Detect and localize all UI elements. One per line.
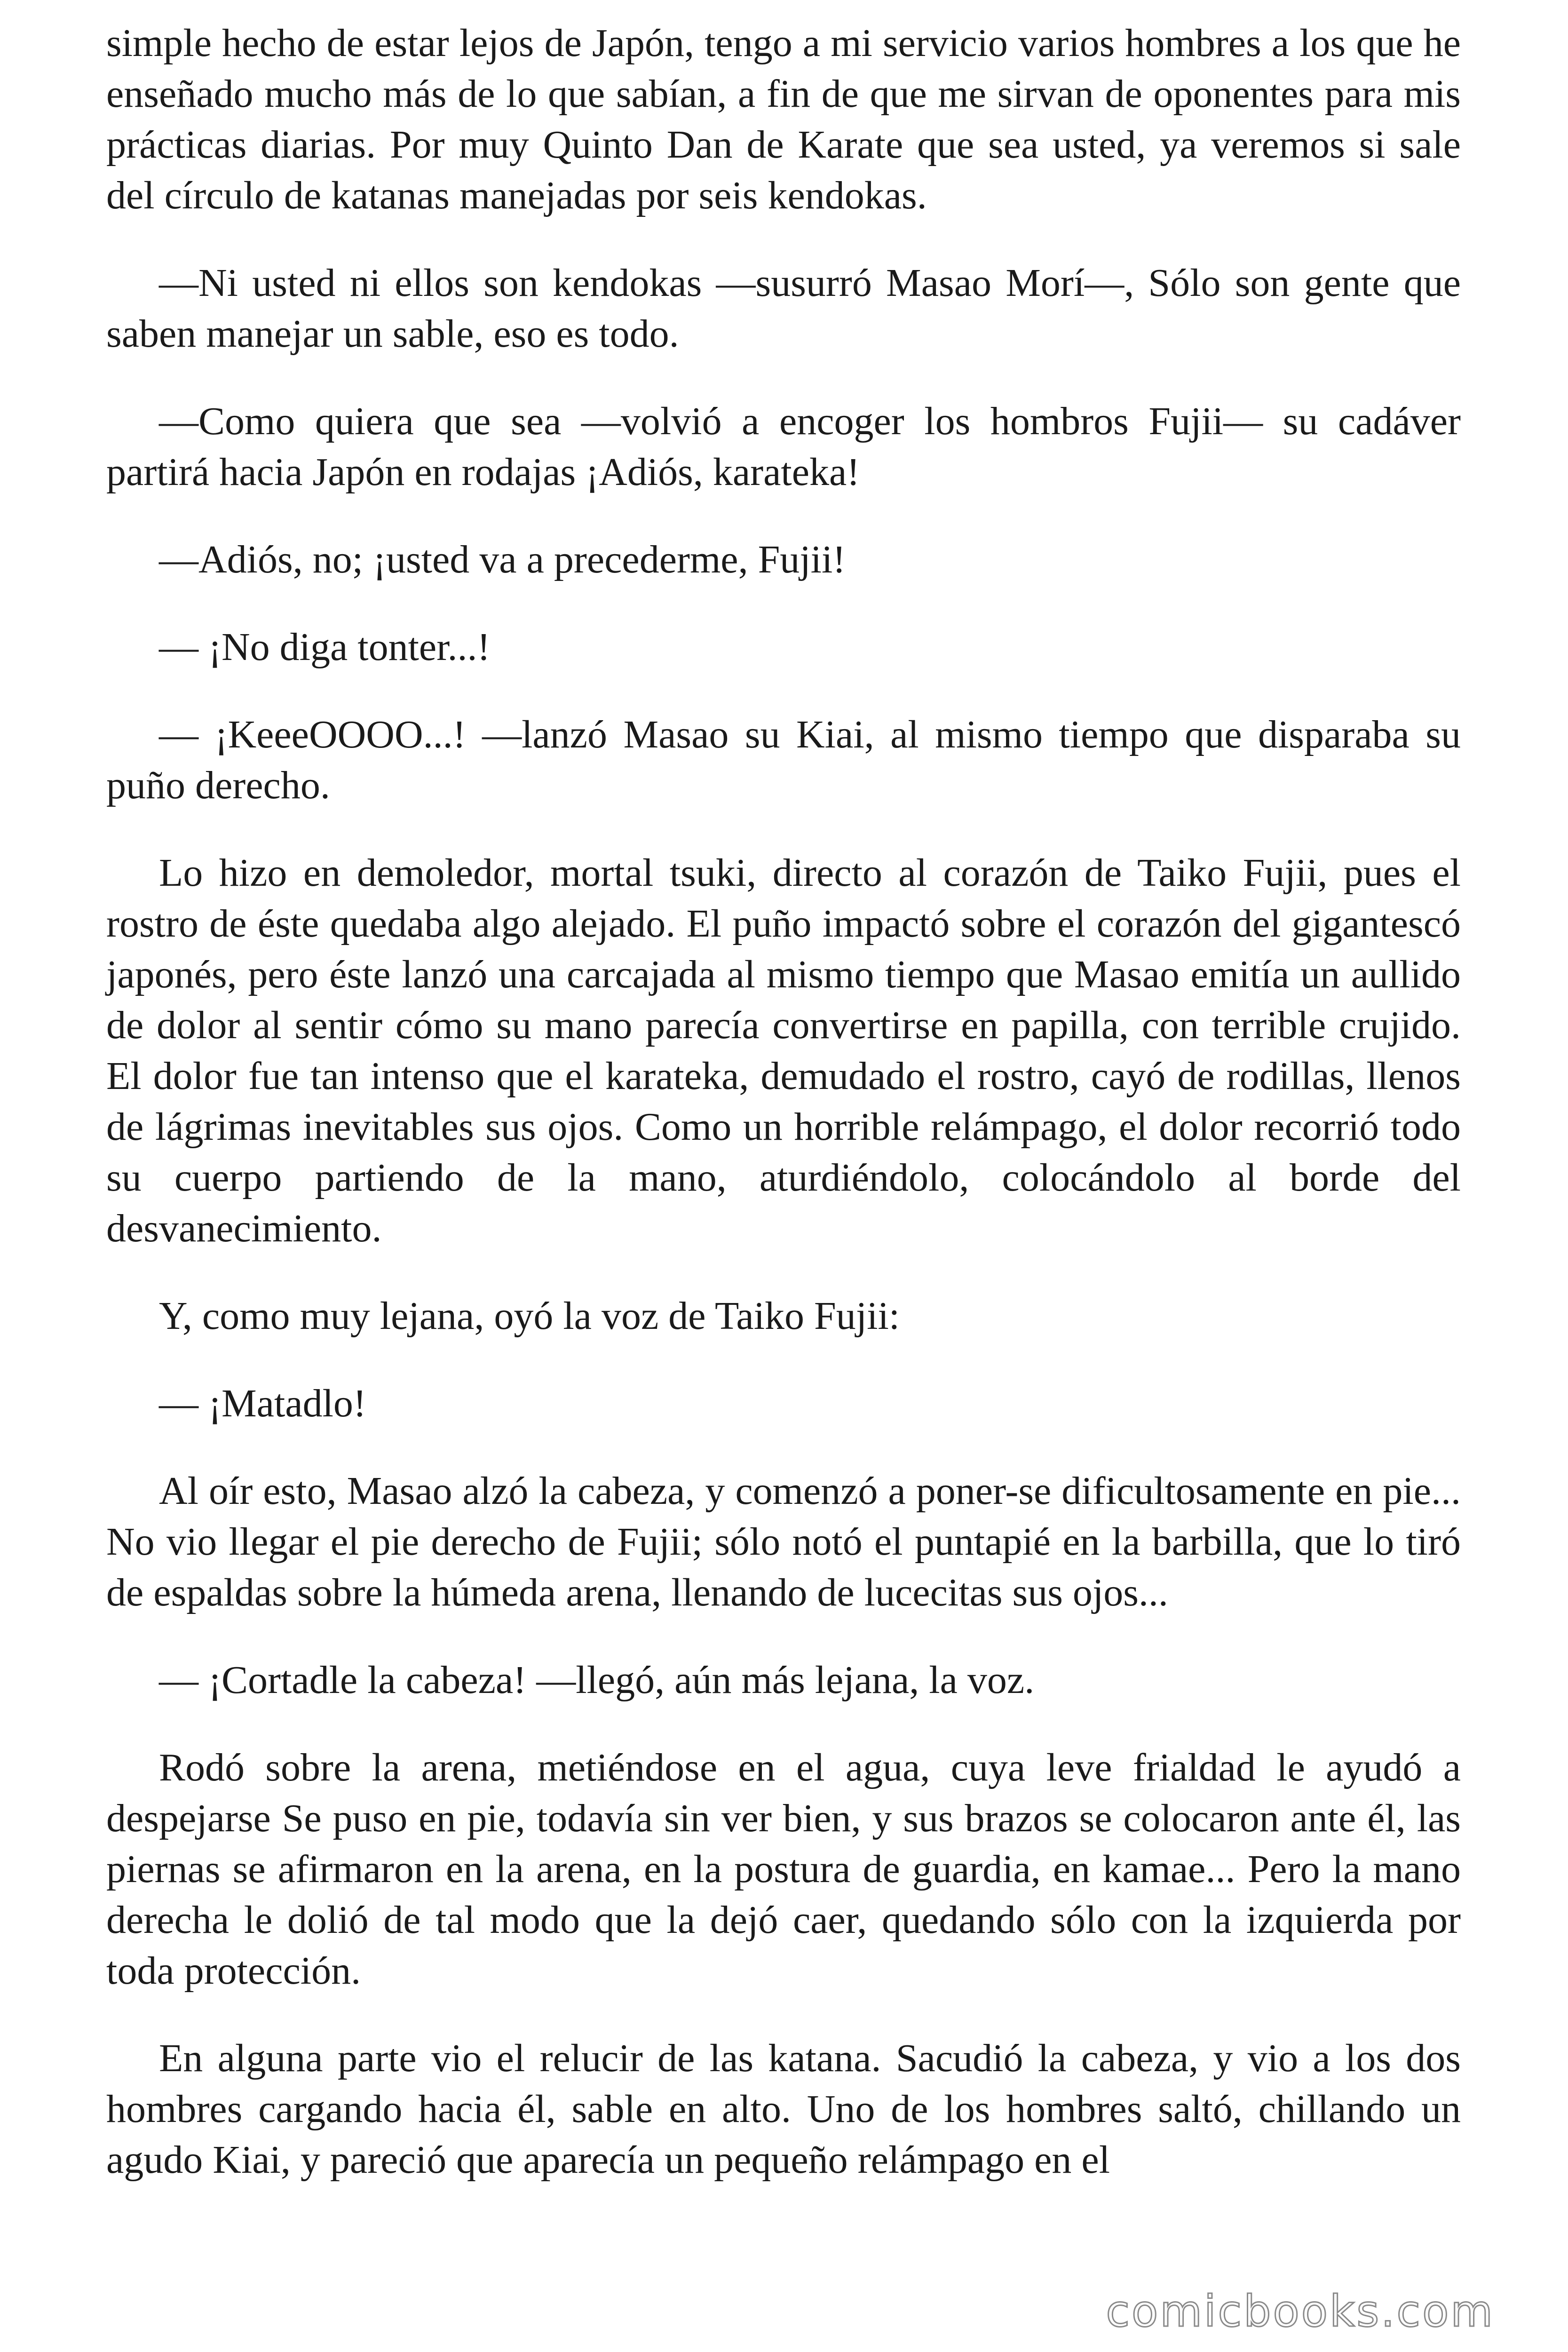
watermark: comicbooks.com (1103, 2288, 1497, 2335)
paragraph-3: —Como quiera que sea —volvió a encoger los hombros Fujii— su cadáver partirá hacia Japón en rodajas ¡Adiós, karateka! (106, 399, 1461, 494)
paragraph-6: — ¡KeeeOOOO...! —lanzó Masao su Kiai, al mismo tiempo que disparaba su puño derecho. (106, 713, 1461, 807)
paragraph-7: Lo hizo en demoledor, mortal tsuki, directo al corazón de Taiko Fujii, pues el rostro de éste quedaba algo alejado. El puño impactó sobre el corazón del gigantescó japonés, pero éste lanzó una carcajada al mismo tiempo que Masao emitía un aullido de dolor al sentir cómo su mano parecía convertirse en papilla, con terrible crujido. El dolor fue tan intenso que el karateka, demudado el rostro, cayó de rodillas, llenos de lágrimas inevitables sus ojos. Como un horrible relámpago, el dolor recorrió todo su cuerpo partiendo de la mano, aturdiéndolo, colocándolo al borde del desvanecimiento. (106, 851, 1461, 1250)
paragraph-12: Rodó sobre la arena, metiéndose en el agua, cuya leve frialdad le ayudó a despejarse Se puso en pie, todavía sin ver bien, y sus brazos se colocaron ante él, las piernas se afirmaron en la arena, en la postura de guardia, en kamae... Pero la mano derecha le dolió de tal modo que la dejó caer, quedando sólo con la izquierda por toda protección. (106, 1746, 1461, 1993)
body-text (106, 18, 1461, 2185)
paragraph-8: Y, como muy lejana, oyó la voz de Taiko Fujii: (159, 1294, 900, 1338)
paragraph-10: Al oír esto, Masao alzó la cabeza, y comenzó a poner-se dificultosamente en pie... No vio llegar el pie derecho de Fujii; sólo notó el puntapié en la barbilla, que lo tiró de espaldas sobre la húmeda arena, llenando de lucecitas sus ojos... (106, 1469, 1461, 1614)
paragraph-2: —Ni usted ni ellos son kendokas —susurró Masao Morí—, Sólo son gente que saben manejar un sable, eso es todo. (106, 261, 1461, 356)
paragraph-11: — ¡Cortadle la cabeza! —llegó, aún más lejana, la voz. (159, 1658, 1035, 1702)
paragraph-1: simple hecho de estar lejos de Japón, tengo a mi servicio varios hombres a los que he enseñado mucho más de lo que sabían, a fin de que me sirvan de oponentes para mis prácticas diarias. Por muy Quinto Dan de Karate que sea usted, ya veremos si sale del círculo de katanas manejadas por seis kendokas. (106, 21, 1461, 217)
paragraph-9: — ¡Matadlo! (159, 1382, 366, 1425)
paragraph-5: — ¡No diga tonter...! (159, 625, 491, 669)
paragraph-4: —Adiós, no; ¡usted va a precederme, Fujii! (159, 538, 846, 581)
paragraph-13: En alguna parte vio el relucir de las katana. Sacudió la cabeza, y vio a los dos hombres cargando hacia él, sable en alto. Uno de los hombres saltó, chillando un agudo Kiai, y pareció que aparecía un pequeño relámpago en el (106, 2036, 1461, 2182)
